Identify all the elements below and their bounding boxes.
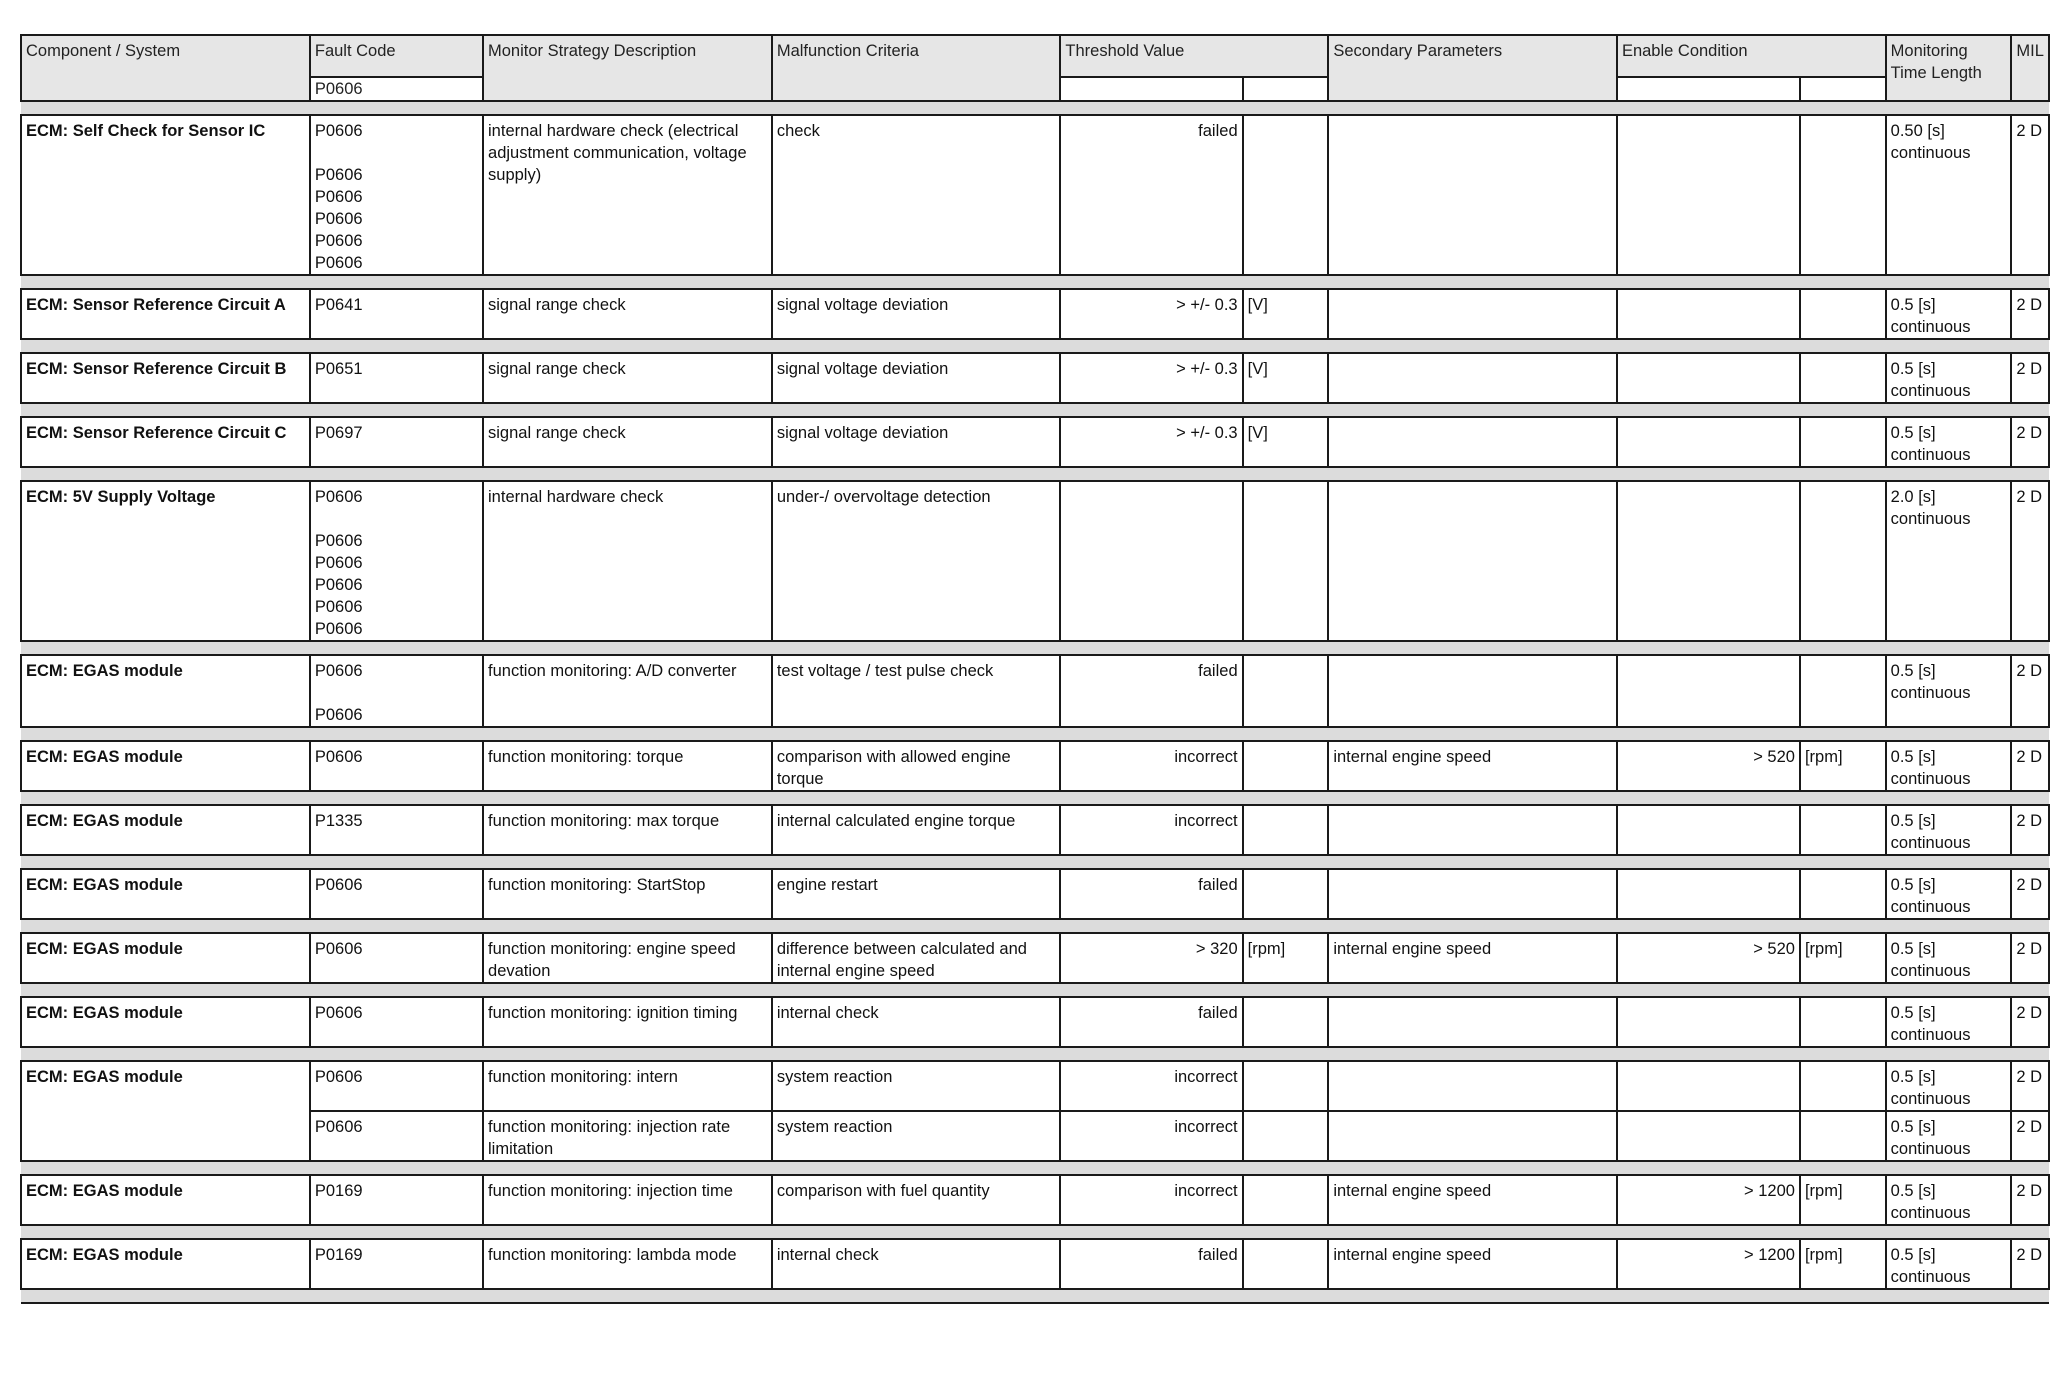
- secondary-parameter: [1328, 353, 1617, 403]
- monitor-strategy: function monitoring: intern: [483, 1061, 772, 1111]
- table-row: [21, 933, 2049, 983]
- component-system: ECM: 5V Supply Voltage: [21, 481, 310, 641]
- monitoring-time: 0.5 [s] continuous: [1886, 417, 2012, 467]
- malfunction-criteria: comparison with fuel quantity: [772, 1175, 1061, 1225]
- gap-cell: [21, 919, 2049, 933]
- secondary-parameter: [1328, 115, 1617, 275]
- threshold-value: > +/- 0.3: [1060, 353, 1242, 403]
- threshold-unit: [1243, 741, 1329, 791]
- mil-illumination: 2 D: [2011, 805, 2049, 855]
- component-system: ECM: Sensor Reference Circuit B: [21, 353, 310, 403]
- threshold-unit: [1243, 115, 1329, 275]
- gap-cell: [21, 983, 2049, 997]
- enable-unit: [rpm]: [1800, 741, 1886, 791]
- gap-cell: [21, 1047, 2049, 1061]
- fault-code-cell: [310, 115, 483, 275]
- table-row: [21, 741, 2049, 791]
- mil-illumination: 2 D: [2011, 353, 2049, 403]
- table-row: [21, 289, 2049, 339]
- threshold-value: failed: [1060, 869, 1242, 919]
- section-gap: [21, 467, 2049, 481]
- section-gap: [21, 1225, 2049, 1239]
- threshold-unit: [V]: [1243, 289, 1329, 339]
- fault-code: P0606: [314, 620, 363, 638]
- fault-code: P0606: [314, 166, 363, 184]
- component-system: ECM: EGAS module: [21, 655, 310, 727]
- mil-illumination: 2 D: [2011, 481, 2049, 641]
- table-row: [21, 1239, 2049, 1289]
- header-row: [21, 35, 2049, 77]
- gap-cell: [21, 403, 2049, 417]
- monitoring-time: 0.5 [s] continuous: [1886, 1239, 2012, 1289]
- fault-code: P0606: [314, 748, 363, 766]
- enable-unit: [1800, 869, 1886, 919]
- fault-code: P0606: [314, 232, 363, 250]
- threshold-value: > +/- 0.3: [1060, 289, 1242, 339]
- malfunction-criteria: engine restart: [772, 869, 1061, 919]
- malfunction-criteria: under-/ overvoltage detection: [772, 481, 1061, 641]
- table-row: [21, 353, 2049, 403]
- secondary-parameter: [1328, 417, 1617, 467]
- enable-condition: [1617, 115, 1800, 275]
- fault-code: P1335: [314, 812, 363, 830]
- threshold-unit: [1243, 1111, 1329, 1161]
- mil-illumination: 2 D: [2011, 741, 2049, 791]
- secondary-parameter: [1328, 289, 1617, 339]
- fault-code-cell: [310, 1239, 483, 1289]
- monitoring-time: 0.5 [s] continuous: [1886, 1111, 2012, 1161]
- mil-illumination: 2 D: [2011, 1239, 2049, 1289]
- table-row: [21, 115, 2049, 275]
- secondary-parameter: [1328, 481, 1617, 641]
- monitoring-time: 0.5 [s] continuous: [1886, 1175, 2012, 1225]
- header-malfunction: Malfunction Criteria: [772, 35, 1061, 101]
- header-monitor: Monitor Strategy Description: [483, 35, 772, 101]
- code-spacer: [315, 508, 478, 530]
- mil-illumination: 2 D: [2011, 417, 2049, 467]
- monitor-strategy: signal range check: [483, 353, 772, 403]
- threshold-value: > +/- 0.3: [1060, 417, 1242, 467]
- threshold-value: failed: [1060, 1239, 1242, 1289]
- fault-code-cell: [310, 353, 483, 403]
- table-row: [21, 417, 2049, 467]
- header-sub-threshold: [1060, 77, 1242, 101]
- table-row: [21, 1111, 2049, 1161]
- monitor-strategy: function monitoring: A/D converter: [483, 655, 772, 727]
- enable-unit: [1800, 481, 1886, 641]
- fault-code-cell: [310, 289, 483, 339]
- monitor-strategy: function monitoring: ignition timing: [483, 997, 772, 1047]
- enable-condition: > 520: [1617, 933, 1800, 983]
- fault-code-cell: [310, 997, 483, 1047]
- enable-condition: > 1200: [1617, 1239, 1800, 1289]
- enable-condition: [1617, 655, 1800, 727]
- section-gap: [21, 983, 2049, 997]
- monitor-strategy: function monitoring: engine speed devation: [483, 933, 772, 983]
- malfunction-criteria: signal voltage deviation: [772, 417, 1061, 467]
- monitoring-time: 0.5 [s] continuous: [1886, 1061, 2012, 1111]
- gap-cell: [21, 467, 2049, 481]
- enable-condition: [1617, 481, 1800, 641]
- malfunction-criteria: check: [772, 115, 1061, 275]
- diagnostic-table: [20, 34, 2050, 1304]
- monitor-strategy: internal hardware check: [483, 481, 772, 641]
- mil-illumination: 2 D: [2011, 997, 2049, 1047]
- enable-condition: > 1200: [1617, 1175, 1800, 1225]
- fault-code: P0606: [314, 598, 363, 616]
- component-system: ECM: EGAS module: [21, 933, 310, 983]
- fault-code: P0697: [314, 424, 363, 442]
- monitoring-time: 0.5 [s] continuous: [1886, 655, 2012, 727]
- threshold-unit: [1243, 997, 1329, 1047]
- monitoring-time: 0.5 [s] continuous: [1886, 353, 2012, 403]
- enable-condition: [1617, 1061, 1800, 1111]
- threshold-unit: [1243, 655, 1329, 727]
- monitoring-time: 0.5 [s] continuous: [1886, 805, 2012, 855]
- threshold-value: failed: [1060, 115, 1242, 275]
- fault-code: P0641: [314, 296, 363, 314]
- fault-code-cell: [310, 1061, 483, 1111]
- fault-code: P0606: [314, 122, 363, 140]
- table-row: [21, 805, 2049, 855]
- secondary-parameter: internal engine speed: [1328, 933, 1617, 983]
- fault-code: P0606: [314, 940, 363, 958]
- malfunction-criteria: difference between calculated and internal engine speed: [772, 933, 1061, 983]
- table-row: [21, 869, 2049, 919]
- section-gap: [21, 855, 2049, 869]
- component-system: ECM: Sensor Reference Circuit A: [21, 289, 310, 339]
- header-sub-enable-unit: [1800, 77, 1886, 101]
- gap-cell: [21, 727, 2049, 741]
- gap-cell: [21, 641, 2049, 655]
- enable-unit: [1800, 417, 1886, 467]
- fault-code-cell: [310, 933, 483, 983]
- secondary-parameter: [1328, 869, 1617, 919]
- secondary-parameter: [1328, 1061, 1617, 1111]
- malfunction-criteria: internal check: [772, 997, 1061, 1047]
- fault-code-cell: [310, 869, 483, 919]
- threshold-unit: [V]: [1243, 417, 1329, 467]
- mil-illumination: 2 D: [2011, 1111, 2049, 1161]
- mil-illumination: 2 D: [2011, 869, 2049, 919]
- header-sub-code: P0606: [310, 77, 483, 101]
- component-system: ECM: EGAS module: [21, 1239, 310, 1289]
- section-gap: [21, 403, 2049, 417]
- fault-code: P0606: [314, 662, 363, 680]
- gap-cell: [21, 855, 2049, 869]
- enable-condition: [1617, 805, 1800, 855]
- code-spacer: [315, 682, 478, 704]
- component-system: ECM: EGAS module: [21, 997, 310, 1047]
- fault-code: P0606: [314, 488, 363, 506]
- enable-unit: [1800, 655, 1886, 727]
- mil-illumination: 2 D: [2011, 1061, 2049, 1111]
- component-system: ECM: EGAS module: [21, 741, 310, 791]
- secondary-parameter: [1328, 997, 1617, 1047]
- section-gap: [21, 339, 2049, 353]
- table-row: [21, 655, 2049, 727]
- header-component: Component / System: [21, 35, 310, 101]
- header-mil: MIL: [2011, 35, 2049, 101]
- gap-cell: [21, 1161, 2049, 1175]
- enable-unit: [1800, 353, 1886, 403]
- mil-illumination: 2 D: [2011, 115, 2049, 275]
- enable-unit: [1800, 805, 1886, 855]
- fault-code-cell: [310, 481, 483, 641]
- fault-code: P0606: [314, 706, 363, 724]
- gap-cell: [21, 791, 2049, 805]
- enable-condition: [1617, 289, 1800, 339]
- monitor-strategy: function monitoring: injection time: [483, 1175, 772, 1225]
- component-system: ECM: EGAS module: [21, 1175, 310, 1225]
- monitor-strategy: function monitoring: max torque: [483, 805, 772, 855]
- table-row: [21, 481, 2049, 641]
- mil-illumination: 2 D: [2011, 289, 2049, 339]
- monitoring-time: 0.5 [s] continuous: [1886, 997, 2012, 1047]
- threshold-value: incorrect: [1060, 741, 1242, 791]
- section-gap: [21, 791, 2049, 805]
- monitor-strategy: function monitoring: StartStop: [483, 869, 772, 919]
- threshold-value: [1060, 481, 1242, 641]
- enable-unit: [1800, 115, 1886, 275]
- section-gap: [21, 641, 2049, 655]
- monitor-strategy: internal hardware check (electrical adjustment communication, voltage supply): [483, 115, 772, 275]
- component-system: ECM: Sensor Reference Circuit C: [21, 417, 310, 467]
- enable-unit: [1800, 1111, 1886, 1161]
- header-sub-enable: [1617, 77, 1800, 101]
- section-gap: [21, 101, 2049, 115]
- threshold-value: failed: [1060, 997, 1242, 1047]
- fault-code: P0651: [314, 360, 363, 378]
- header-secondary: Secondary Parameters: [1328, 35, 1617, 101]
- fault-code-cell: [310, 655, 483, 727]
- malfunction-criteria: comparison with allowed engine torque: [772, 741, 1061, 791]
- section-gap: [21, 275, 2049, 289]
- enable-unit: [1800, 289, 1886, 339]
- header-fault-code: Fault Code: [310, 35, 483, 77]
- enable-unit: [rpm]: [1800, 1175, 1886, 1225]
- enable-unit: [1800, 997, 1886, 1047]
- monitor-strategy: function monitoring: injection rate limitation: [483, 1111, 772, 1161]
- secondary-parameter: internal engine speed: [1328, 1239, 1617, 1289]
- code-spacer: [315, 142, 478, 164]
- fault-code: P0169: [314, 1246, 363, 1264]
- threshold-unit: [1243, 1239, 1329, 1289]
- monitor-strategy: signal range check: [483, 417, 772, 467]
- enable-condition: [1617, 1111, 1800, 1161]
- header-time: Monitoring Time Length: [1886, 35, 2012, 101]
- enable-unit: [rpm]: [1800, 1239, 1886, 1289]
- threshold-value: incorrect: [1060, 1061, 1242, 1111]
- malfunction-criteria: system reaction: [772, 1061, 1061, 1111]
- header-threshold: Threshold Value: [1060, 35, 1328, 77]
- fault-code: P0169: [314, 1182, 363, 1200]
- threshold-unit: [1243, 1175, 1329, 1225]
- malfunction-criteria: signal voltage deviation: [772, 289, 1061, 339]
- mil-illumination: 2 D: [2011, 933, 2049, 983]
- threshold-unit: [1243, 869, 1329, 919]
- monitor-strategy: function monitoring: lambda mode: [483, 1239, 772, 1289]
- monitoring-time: 0.50 [s] continuous: [1886, 115, 2012, 275]
- fault-code-cell: [310, 1111, 483, 1161]
- malfunction-criteria: signal voltage deviation: [772, 353, 1061, 403]
- fault-code: P0606: [314, 1004, 363, 1022]
- table-row: [21, 1175, 2049, 1225]
- enable-condition: [1617, 997, 1800, 1047]
- section-gap: [21, 727, 2049, 741]
- fault-code: P0606: [314, 554, 363, 572]
- threshold-unit: [1243, 1061, 1329, 1111]
- fault-code: P0606: [314, 1068, 363, 1086]
- fault-code: P0606: [314, 188, 363, 206]
- component-system: ECM: Self Check for Sensor IC: [21, 115, 310, 275]
- gap-cell: [21, 275, 2049, 289]
- fault-code-cell: [310, 417, 483, 467]
- secondary-parameter: [1328, 1111, 1617, 1161]
- monitoring-time: 0.5 [s] continuous: [1886, 933, 2012, 983]
- threshold-unit: [1243, 481, 1329, 641]
- threshold-unit: [rpm]: [1243, 933, 1329, 983]
- mil-illumination: 2 D: [2011, 1175, 2049, 1225]
- gap-cell: [21, 101, 2049, 115]
- secondary-parameter: [1328, 805, 1617, 855]
- table-row: [21, 997, 2049, 1047]
- enable-condition: > 520: [1617, 741, 1800, 791]
- malfunction-criteria: internal calculated engine torque: [772, 805, 1061, 855]
- component-system: ECM: EGAS module: [21, 869, 310, 919]
- enable-condition: [1617, 869, 1800, 919]
- fault-code: P0606: [314, 576, 363, 594]
- threshold-unit: [V]: [1243, 353, 1329, 403]
- section-gap: [21, 1047, 2049, 1061]
- gap-cell: [21, 339, 2049, 353]
- section-gap: [21, 1289, 2049, 1303]
- fault-code: P0606: [314, 876, 363, 894]
- enable-condition: [1617, 417, 1800, 467]
- fault-code: P0606: [314, 532, 363, 550]
- table-row: [21, 1061, 2049, 1111]
- monitor-strategy: function monitoring: torque: [483, 741, 772, 791]
- monitor-strategy: signal range check: [483, 289, 772, 339]
- threshold-value: incorrect: [1060, 1111, 1242, 1161]
- fault-code: P0606: [314, 210, 363, 228]
- header-sub-threshold-unit: [1243, 77, 1329, 101]
- malfunction-criteria: internal check: [772, 1239, 1061, 1289]
- threshold-unit: [1243, 805, 1329, 855]
- monitoring-time: 2.0 [s] continuous: [1886, 481, 2012, 641]
- header-enable: Enable Condition: [1617, 35, 1886, 77]
- threshold-value: incorrect: [1060, 805, 1242, 855]
- fault-code-cell: [310, 805, 483, 855]
- secondary-parameter: [1328, 655, 1617, 727]
- fault-code: P0606: [314, 254, 363, 272]
- component-system: ECM: EGAS module: [21, 805, 310, 855]
- gap-cell: [21, 1289, 2049, 1303]
- gap-cell: [21, 1225, 2049, 1239]
- monitoring-time: 0.5 [s] continuous: [1886, 289, 2012, 339]
- enable-condition: [1617, 353, 1800, 403]
- mil-illumination: 2 D: [2011, 655, 2049, 727]
- fault-code-cell: [310, 741, 483, 791]
- monitoring-time: 0.5 [s] continuous: [1886, 869, 2012, 919]
- enable-unit: [1800, 1061, 1886, 1111]
- fault-code: P0606: [314, 1118, 363, 1136]
- section-gap: [21, 919, 2049, 933]
- malfunction-criteria: system reaction: [772, 1111, 1061, 1161]
- secondary-parameter: internal engine speed: [1328, 1175, 1617, 1225]
- fault-code-cell: [310, 1175, 483, 1225]
- malfunction-criteria: test voltage / test pulse check: [772, 655, 1061, 727]
- section-gap: [21, 1161, 2049, 1175]
- enable-unit: [rpm]: [1800, 933, 1886, 983]
- threshold-value: failed: [1060, 655, 1242, 727]
- threshold-value: > 320: [1060, 933, 1242, 983]
- secondary-parameter: internal engine speed: [1328, 741, 1617, 791]
- monitoring-time: 0.5 [s] continuous: [1886, 741, 2012, 791]
- component-system: ECM: EGAS module: [21, 1061, 310, 1161]
- threshold-value: incorrect: [1060, 1175, 1242, 1225]
